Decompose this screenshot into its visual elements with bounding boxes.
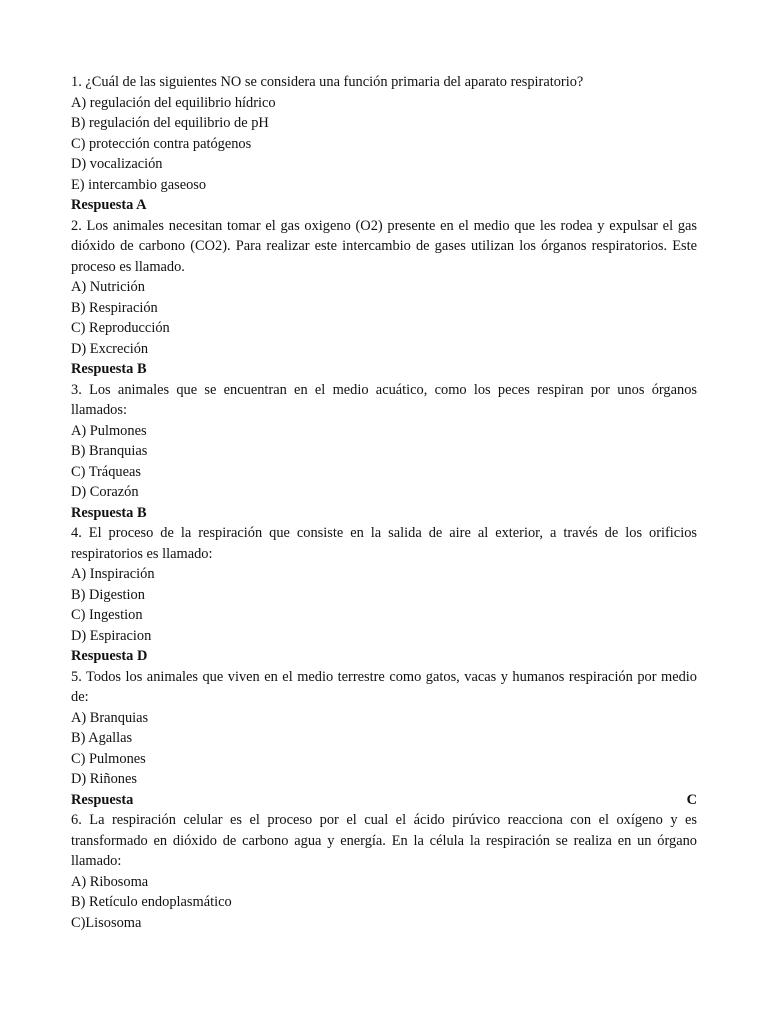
question-6	[71, 810, 697, 933]
question-text: 3. Los animales que se encuentran en el medio acuático, como los peces respiran por unos órganos llamados:	[71, 381, 697, 418]
option-a: A) Nutrición	[71, 279, 145, 295]
answer-line	[71, 790, 697, 811]
option-e: E) intercambio gaseoso	[71, 176, 207, 193]
option-b: B) Respiración	[71, 299, 158, 316]
option-a: A) Branquias	[71, 709, 149, 726]
option-c: C)Lisosoma	[71, 914, 142, 931]
option-c: C) Ingestion	[71, 607, 143, 623]
option-a: A) regulación del equilibrio hídrico	[71, 94, 276, 111]
answer-label: Respuesta	[71, 791, 134, 808]
options-list	[71, 564, 697, 646]
option-a: A) Ribosoma	[71, 873, 149, 890]
question-text: 4. El proceso de la respiración que consiste en la salida de aire al exterior, a través de los orificios respiratorios es llamado:	[71, 525, 697, 562]
option-b: B) Agallas	[71, 730, 133, 746]
option-a: A) Inspiración	[71, 566, 155, 582]
question-5	[71, 667, 697, 811]
question-1	[71, 72, 697, 216]
option-c: C) Reproducción	[71, 320, 170, 336]
question-2	[71, 216, 697, 380]
options-list	[71, 708, 697, 790]
option-c: C) Tráqueas	[71, 463, 141, 480]
quiz-document	[71, 72, 697, 933]
question-text: 2. Los animales necesitan tomar el gas oxigeno (O2) presente en el medio que les rodea y expulsar el gas dióxido de carbono (CO2). Para realizar este intercambio de gases utilizan los órganos respiratorios. Este proceso es llamado.	[71, 217, 697, 275]
option-b: B) Digestion	[71, 586, 145, 603]
option-b: B) Retículo endoplasmático	[71, 894, 232, 910]
question-text: 6. La respiración celular es el proceso por el cual el ácido pirúvico reacciona con el oxígeno y es transformado en dióxido de carbono agua y energía. En la célula la respiración se realiza en un órgano llamado:	[71, 812, 697, 869]
option-a: A) Pulmones	[71, 422, 147, 439]
question-text: 1. ¿Cuál de las siguientes NO se considera una función primaria del aparato respiratorio?	[71, 74, 584, 90]
option-d: D) Riñones	[71, 771, 137, 787]
answer-letter: C	[686, 791, 697, 808]
options-list	[71, 421, 697, 503]
option-d: D) Excreción	[71, 340, 149, 357]
answer-line: Respuesta D	[71, 648, 148, 664]
option-c: C) protección contra patógenos	[71, 135, 252, 152]
option-d: D) vocalización	[71, 156, 163, 172]
options-list	[71, 277, 697, 359]
answer-line: Respuesta B	[71, 504, 147, 521]
options-list	[71, 872, 697, 934]
answer-line: Respuesta B	[71, 361, 147, 377]
question-text: 5. Todos los animales que viven en el medio terrestre como gatos, vacas y humanos respiración por medio de:	[71, 668, 697, 705]
option-b: B) Branquias	[71, 443, 148, 459]
question-3	[71, 380, 697, 524]
option-c: C) Pulmones	[71, 750, 146, 767]
options-list	[71, 93, 697, 196]
question-4	[71, 523, 697, 667]
option-b: B) regulación del equilibrio de pH	[71, 115, 269, 131]
option-d: D) Corazón	[71, 484, 139, 500]
option-d: D) Espiracion	[71, 627, 152, 644]
answer-line: Respuesta A	[71, 197, 147, 213]
